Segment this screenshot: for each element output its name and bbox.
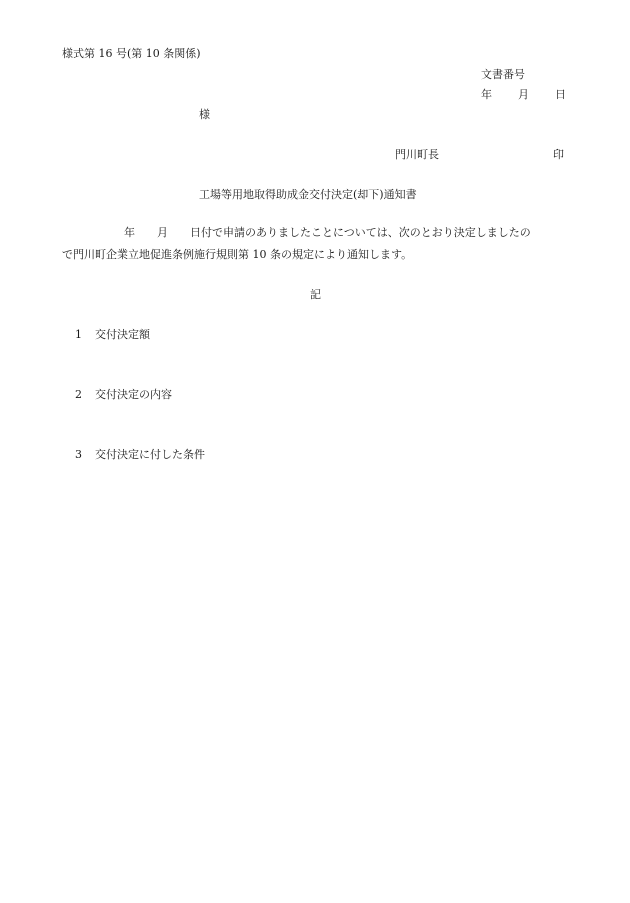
item-label: 交付決定額 <box>95 328 150 341</box>
ki-heading: 記 <box>310 288 321 301</box>
date-day: 日 <box>555 88 566 101</box>
seal-mark: 印 <box>553 148 564 161</box>
list-item-2 <box>75 389 172 400</box>
list-item-1 <box>75 329 150 340</box>
notice-body <box>62 222 578 266</box>
item-label: 交付決定の内容 <box>95 388 172 401</box>
item-number: 3 <box>75 448 82 461</box>
form-header: 様式第 16 号(第 10 条関係) <box>62 47 201 60</box>
body-line-2: で門川町企業立地促進条例施行規則第 10 条の規定により通知します。 <box>62 248 413 261</box>
item-number: 2 <box>75 388 82 401</box>
list-item-3 <box>75 449 205 460</box>
document-number-label: 文書番号 <box>481 68 525 81</box>
item-label: 交付決定に付した条件 <box>95 448 205 461</box>
date-year: 年 <box>481 88 492 101</box>
date-month: 月 <box>518 88 529 101</box>
item-number: 1 <box>75 328 82 341</box>
document-title: 工場等用地取得助成金交付決定(却下)通知書 <box>199 188 417 201</box>
body-line-1: 年 月 日付で申請のありましたことについては、次のとおり決定しましたの <box>124 226 531 239</box>
addressee-suffix: 様 <box>199 108 210 121</box>
issuer-name: 門川町長 <box>395 148 439 161</box>
